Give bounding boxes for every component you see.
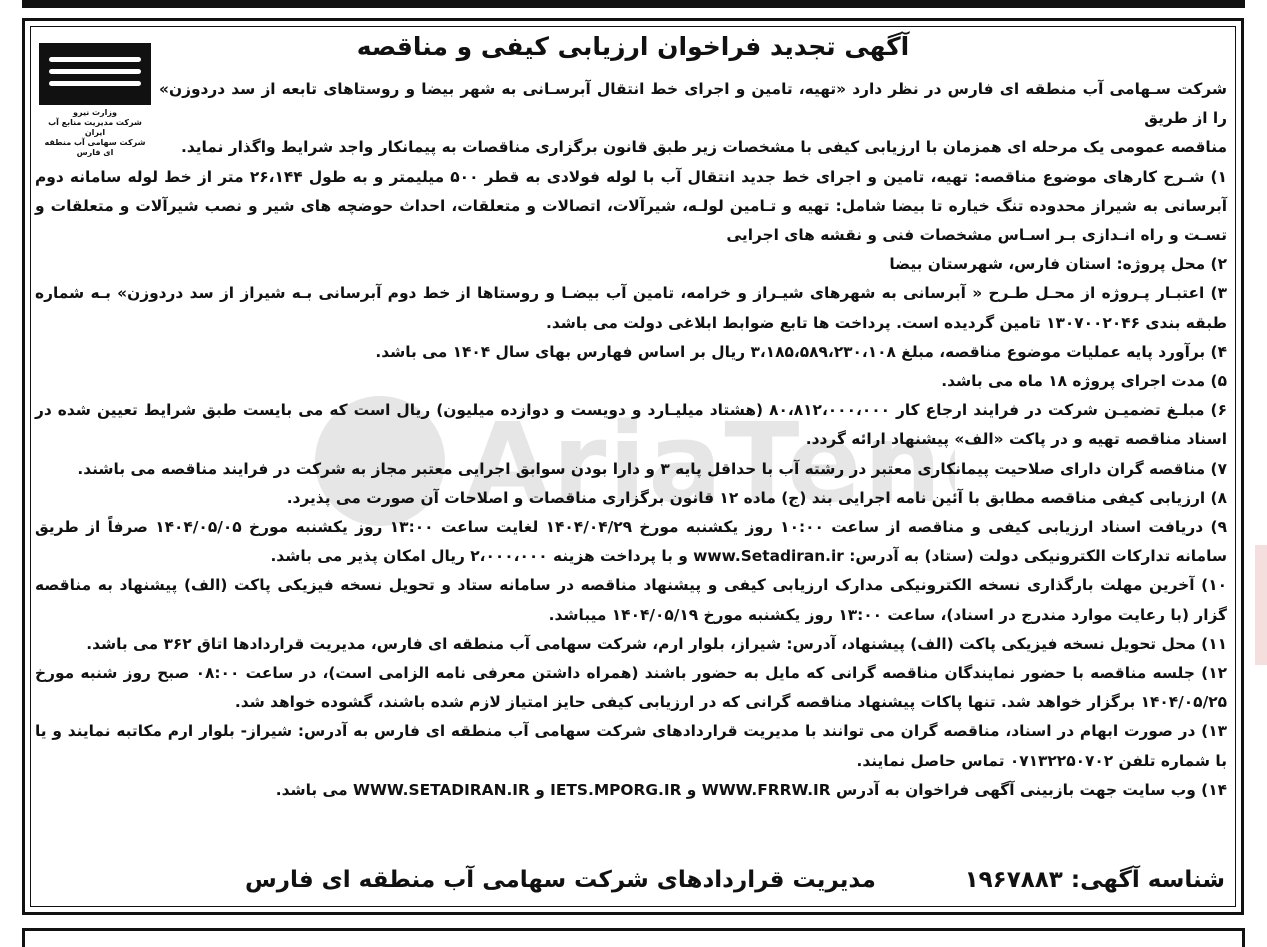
intro-line-1: شرکت سـهامی آب منطقه ای فارس در نظر دارد «تهیه، تامین و اجرای خط انتقال آبرسـانی به شهر بیضا و روستاهای تابعه از سد دردوزن» را از طریق (159, 80, 1227, 128)
item-1: ۱) شـرح کارهای موضوع مناقصه: تهیه، تامین و اجرای خط جدید انتقال آب با لوله فولادی به قطر ۵۰۰ میلیمتر و به طول ۲۶،۱۴۴ متر از خط لوله سامانه دوم آبرسانی به شیراز محدوده تنگ خیاره تا بیضا شامل: تهیه و تـامین لولـه، شیرآلات، اتصالات و متعلقات، احداث حوضچه های شیر و نصب شیرآلات و متعلقات و تسـت و راه انـدازی بـر اسـاس مشخصات فنی و نقشه های اجرایی (35, 167, 1227, 245)
side-decoration (1255, 545, 1267, 665)
item-5: ۵) مدت اجرای پروژه ۱۸ ماه می باشد. (941, 372, 1227, 391)
item-4: ۴) برآورد پایه عملیات موضوع مناقصه، مبلغ ۳،۱۸۵،۵۸۹،۲۳۰،۱۰۸ ریال بر اساس فهارس بهای سال ۱۴۰۴ می باشد. (375, 342, 1227, 361)
item-14: ۱۴) وب سایت جهت بازبینی آگهی فراخوان به آدرس WWW.FRRW.IR و IETS.MPORG.IR و WWW.SETADIRAN.IR می باشد. (275, 780, 1227, 799)
logo-wave-2 (49, 69, 141, 74)
item-3: ۳) اعتبـار پـروژه از محـل طـرح « آبرسانی به شهرهای شیـراز و خرامه، تامین آب بیضـا و روستاها از خط دوم آبرسانی بـه شیراز از سد دردوزن» بـه شماره طبقه بندی ۱۳۰۷۰۰۲۰۴۶ تامین گردیده است. پرداخت ها تابع ضوابط ابلاغی دولت می باشد. (35, 284, 1227, 332)
top-border-bar (22, 0, 1245, 8)
item-2: ۲) محل پروژه: استان فارس، شهرستان بیضا (889, 255, 1227, 274)
item-11: ۱۱) محل تحویل نسخه فیزیکی پاکت (الف) پیشنهاد، آدرس: شیراز، بلوار ارم، شرکت سهامی آب منطقه ای فارس، مدیریت قراردادها اتاق ۳۶۲ می باشد. (86, 634, 1227, 653)
logo-line-1: وزارت نیرو (73, 108, 117, 117)
next-ad-top-border (22, 928, 1245, 947)
item-8: ۸) ارزیابی کیفی مناقصه مطابق با آئین نامه اجرایی بند (ج) ماده ۱۲ قانون برگزاری مناقصات و اصلاحات آن صورت می پذیرد. (286, 488, 1227, 507)
signature: مدیریت قراردادهای شرکت سهامی آب منطقه ای فارس (245, 867, 876, 893)
logo-line-2: شرکت مدیریت منابع آب ایران (48, 118, 142, 137)
item-9: ۹) دریافت اسناد ارزیابی کیفی و مناقصه از ساعت ۱۰:۰۰ روز یکشنبه مورخ ۱۴۰۴/۰۴/۲۹ لغایت ساعت ۱۳:۰۰ روز یکشنبه مورخ ۱۴۰۴/۰۵/۰۵ صرفاً از طریق سامانه تدارکات الکترونیکی دولت (ستاد) به آدرس: www.Setadiran.ir و با پرداخت هزینه ۲،۰۰۰،۰۰۰ ریال امکان پذیر می باشد. (35, 518, 1227, 566)
item-7: ۷) مناقصه گران دارای صلاحیت پیمانکاری معتبر در رشته آب با حداقل پایه ۳ و دارا بودن سوابق اجرایی معتبر مجاز به شرکت در فرایند مناقصه می باشند. (77, 459, 1227, 478)
ad-title: آگهی تجدید فراخوان ارزیابی کیفی و مناقصه (356, 32, 910, 61)
item-12: ۱۲) جلسه مناقصه با حضور نمایندگان مناقصه گرانی که مایل به حضور باشند (همراه داشتن معرفی نامه الزامی است)، در ساعت ۰۸:۰۰ صبح روز شنبه مورخ ۱۴۰۴/۰۵/۲۵ برگزار خواهد شد. تنها پاکات پیشنهاد مناقصه گرانی که در ارزیابی کیفی حایز امتیاز لازم شده باشند، گشوده خواهد شد. (35, 664, 1227, 712)
item-6: ۶) مبلـغ تضمیـن شرکت در فرایند ارجاع کار ۸۰،۸۱۲،۰۰۰،۰۰۰ (هشتاد میلیـارد و دویست و دوازده میلیون) ریال است که می بایست طبق شرایط تعیین شده در اسناد مناقصه تهیه و در پاکت «الف» پیشنهاد ارائه گردد. (35, 401, 1227, 449)
logo-wave-1 (49, 57, 141, 62)
item-10: ۱۰) آخرین مهلت بارگذاری نسخه الکترونیکی مدارک ارزیابی کیفی و پیشنهاد مناقصه در سامانه ستاد و تحویل نسخه فیزیکی پاکت (الف) پیشنهاد به مناقصه گزار (با رعایت موارد مندرج در اسناد)، ساعت ۱۳:۰۰ روز یکشنبه مورخ ۱۴۰۴/۰۵/۱۹ میباشد. (35, 576, 1227, 624)
watermark-text: AriaTen (465, 399, 944, 527)
ad-footer (245, 860, 1225, 900)
advertisement-frame (22, 18, 1244, 915)
item-13: ۱۳) در صورت ابهام در اسناد، مناقصه گران می توانند با مدیریت قراردادهای شرکت سهامی آب منطقه ای فارس به آدرس: شیراز- بلوار ارم مکاتبه نمایند و یا با شماره تلفن ۰۷۱۳۲۲۵۰۷۰۲ تماس حاصل نمایند. (35, 722, 1227, 770)
intro-line-2: مناقصه عمومی یک مرحله ای همزمان با ارزیابی کیفی با مشخصات زیر طبق قانون برگزاری مناقصات به پیمانکار واجد شرایط واگذار نماید. (181, 138, 1227, 157)
ad-body (35, 75, 1227, 805)
ad-id: شناسه آگهی: ۱۹۶۷۸۸۳ (964, 867, 1225, 893)
logo-line-3: شرکت سهامی آب منطقه ای فارس (44, 138, 146, 157)
